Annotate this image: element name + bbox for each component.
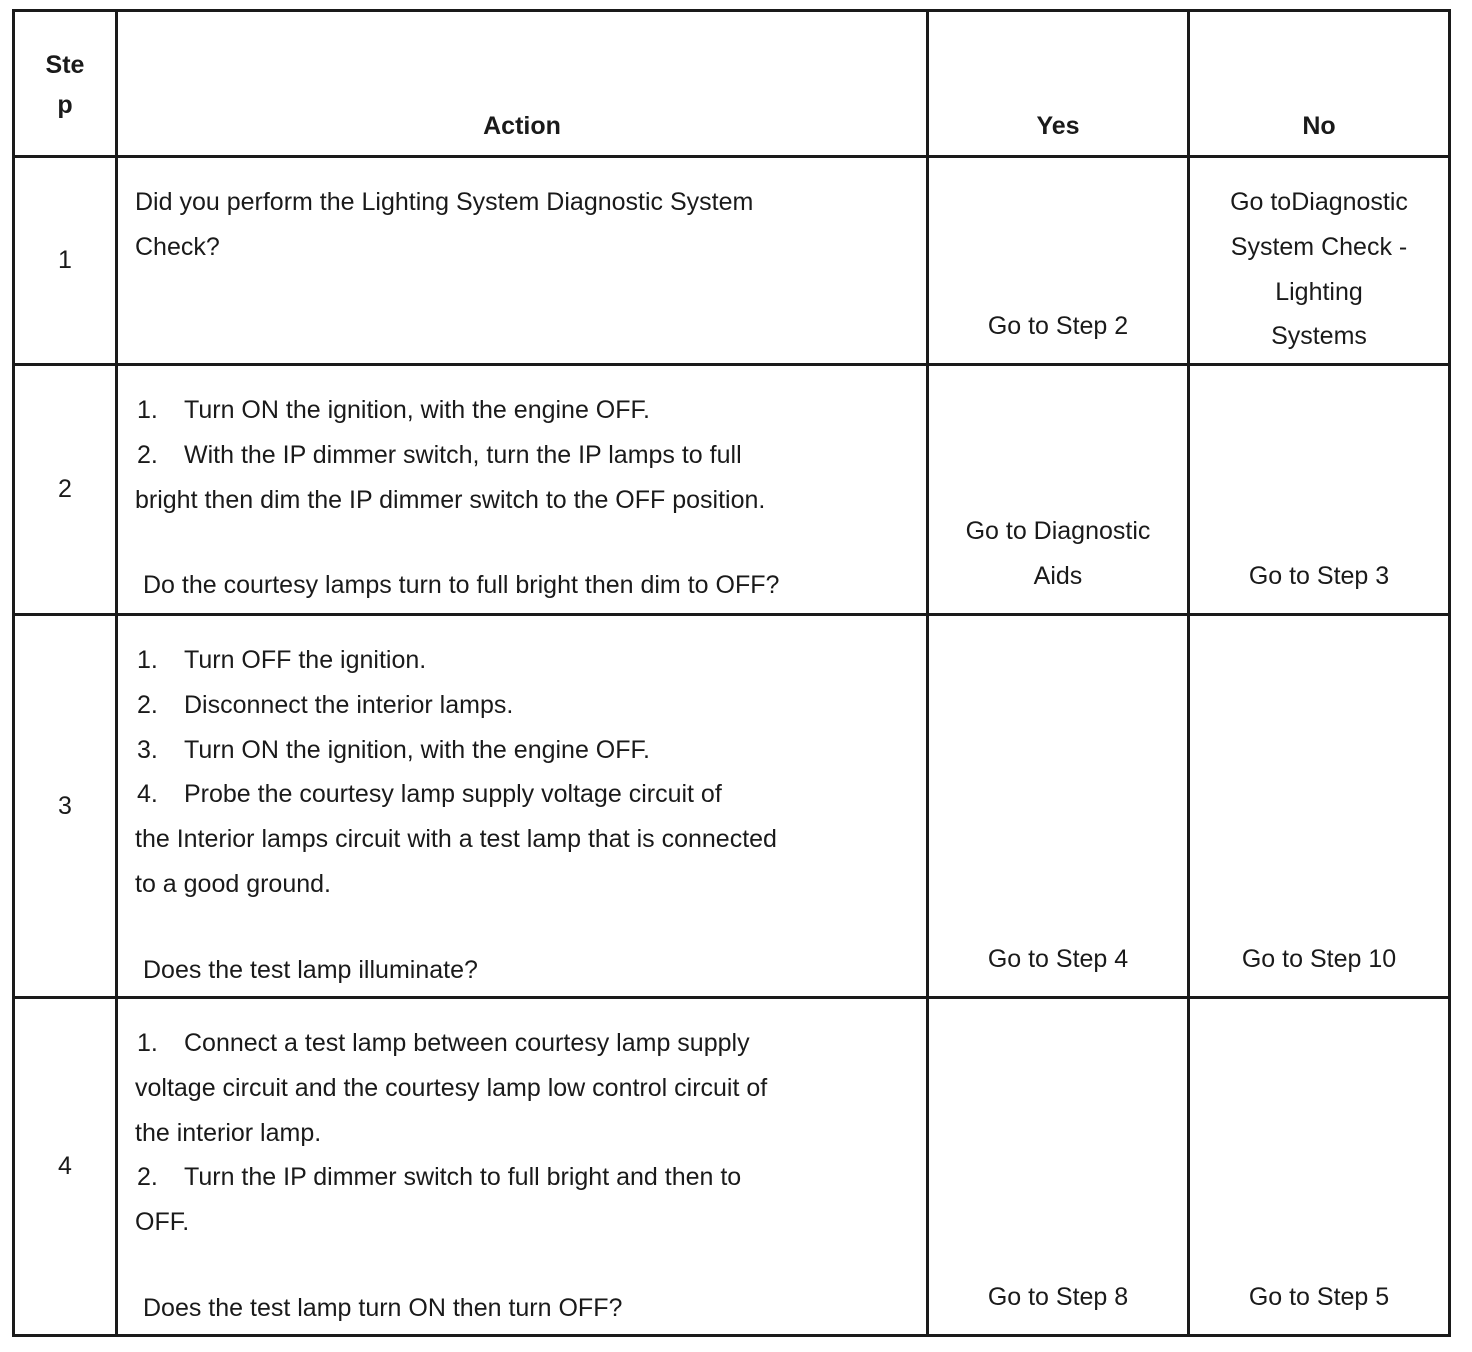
step-number: 3 bbox=[14, 615, 117, 998]
header-step: Step bbox=[14, 11, 117, 157]
action-item: 1. Turn OFF the ignition. bbox=[137, 646, 427, 674]
diagnostic-table bbox=[12, 9, 1451, 1337]
action-cell bbox=[117, 998, 928, 1336]
no-result: Go to Step 3 bbox=[1248, 562, 1390, 591]
no-result-line: Lighting bbox=[1275, 277, 1363, 306]
table-row bbox=[14, 365, 1450, 615]
step-number: 1 bbox=[14, 157, 117, 365]
action-text: the interior lamp. bbox=[135, 1118, 322, 1147]
action-cell bbox=[117, 157, 928, 365]
table-row bbox=[14, 157, 1450, 365]
yes-cell bbox=[928, 157, 1189, 365]
yes-result: Go to Diagnostic Aids bbox=[965, 517, 1151, 591]
action-item: 4. Probe the courtesy lamp supply voltage circuit of bbox=[137, 780, 722, 809]
yes-cell bbox=[928, 615, 1189, 998]
no-cell bbox=[1189, 615, 1450, 998]
no-result: Go to Step 10 bbox=[1241, 945, 1397, 974]
yes-cell bbox=[928, 998, 1189, 1336]
yes-result: Go to Step 2 bbox=[987, 312, 1129, 341]
action-text: voltage circuit and the courtesy lamp low control circuit of bbox=[135, 1073, 768, 1102]
action-text: OFF. bbox=[135, 1208, 190, 1237]
no-cell bbox=[1189, 157, 1450, 365]
action-text: the Interior lamps circuit with a test lamp that is connected bbox=[135, 825, 777, 854]
action-cell bbox=[117, 365, 928, 615]
action-item: 1. Connect a test lamp between courtesy lamp supply bbox=[137, 1029, 750, 1057]
header-row bbox=[14, 11, 1450, 157]
yes-result: Go to Step 8 bbox=[987, 1283, 1129, 1312]
action-question: Do the courtesy lamps turn to full bright then dim to OFF? bbox=[143, 571, 780, 600]
header-yes: Yes bbox=[928, 11, 1189, 157]
no-cell bbox=[1189, 365, 1450, 615]
action-item: 2. Disconnect the interior lamps. bbox=[137, 690, 514, 719]
action-question: Does the test lamp turn ON then turn OFF? bbox=[143, 1293, 623, 1322]
action-text: to a good ground. bbox=[135, 869, 331, 898]
action-text: Did you perform the Lighting System Diagnostic System bbox=[135, 188, 754, 216]
step-number: 4 bbox=[14, 998, 117, 1336]
action-item: 3. Turn ON the ignition, with the engine OFF. bbox=[137, 735, 650, 764]
header-action: Action bbox=[117, 11, 928, 157]
action-item: 2. Turn the IP dimmer switch to full bright and then to bbox=[137, 1163, 742, 1192]
step-number: 2 bbox=[14, 365, 117, 615]
no-result-line: Go toDiagnostic bbox=[1230, 188, 1408, 216]
table-row bbox=[14, 615, 1450, 998]
action-item: 2. With the IP dimmer switch, turn the IP lamps to full bbox=[137, 440, 742, 469]
no-result-line: System Check - bbox=[1230, 232, 1408, 261]
header-no: No bbox=[1189, 11, 1450, 157]
action-text: Check? bbox=[135, 232, 220, 261]
action-text: bright then dim the IP dimmer switch to the OFF position. bbox=[135, 485, 766, 514]
action-item: 1. Turn ON the ignition, with the engine OFF. bbox=[137, 396, 650, 424]
no-cell bbox=[1189, 998, 1450, 1336]
yes-result: Go to Step 4 bbox=[987, 945, 1129, 974]
no-result-line: Systems bbox=[1271, 322, 1367, 351]
no-result: Go to Step 5 bbox=[1248, 1283, 1390, 1312]
yes-cell bbox=[928, 365, 1189, 615]
table-row bbox=[14, 998, 1450, 1336]
action-cell bbox=[117, 615, 928, 998]
action-question: Does the test lamp illuminate? bbox=[143, 955, 478, 984]
